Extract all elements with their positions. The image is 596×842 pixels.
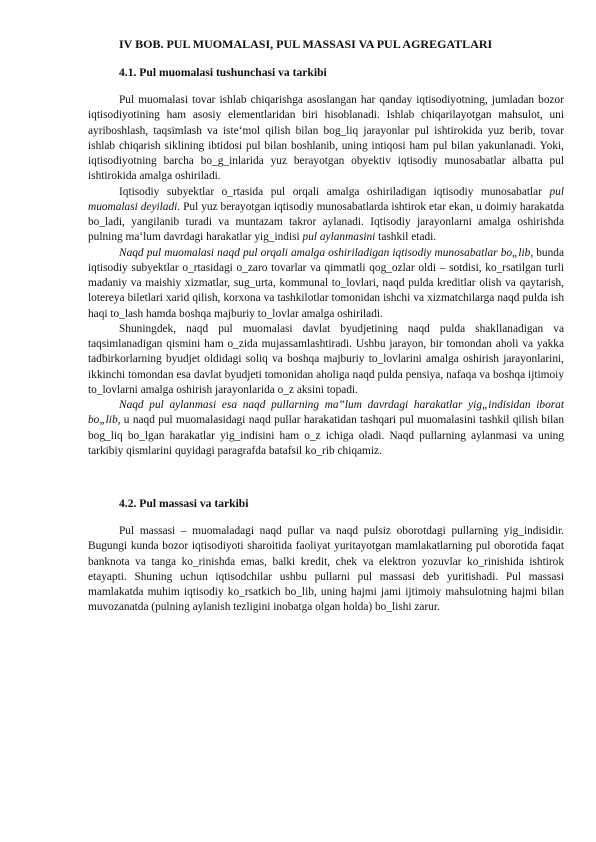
paragraph-5 (88, 398, 564, 459)
paragraph-3-text: bunda iqtisodiy subyektlar o_rtasidagi o_zaro tovarlar va qimmatli qog_ozlar oldi – sotdisi, ko_rsatilgan turli madaniy va maishiy xizmatlar, sug_urta, kommunal to_lovlari, naqd pulda kreditlar olish va qaytarish, lotereya biletlari xarid qilish, korxona va tashkilotlar tomonidan ishchi va xizmatchilarga naqd pulda ish haqi to_lash hamda boshqa majburiy to_lovlar amalga oshiriladi. (88, 246, 564, 320)
paragraph-2-text-a: Iqtisodiy subyektlar o_rtasida pul orqali amalga oshiriladigan iqtisodiy munosabatlar (119, 185, 550, 198)
paragraph-2 (88, 185, 564, 246)
paragraph-6: Pul massasi – muomaladagi naqd pullar va naqd pulsiz oborotdagi pullarning yig_indisidir. Bugungi kunda bozor iqtisodiyoti sharoitida faoliyat yuritayotgan mamlakatlarning pul oborotida faqat banknota va tanga ko_rinishda emas, balki kredit, chek va elektron yozuvlar ko_rinishida ishtirok etayapti. Shuning uchun iqtisodchilar ushbu pullarni pul massasi deb yuritishadi. Pul massasi mamlakatda muhim iqtisodiy ko_rsatkich bo_lib, uning hajmi jami ijtimoiy mahsulotning hajmi bilan muvozanatda (pulning aylanish tezligini inobatga olgan holda) bo_lishi zarur. (88, 525, 564, 614)
chapter-title: IV BOB. PUL MUOMALASI, PUL MASSASI VA PUL AGREGATLARI (119, 37, 493, 51)
paragraph-5-text: u naqd pul muomalasidagi naqd pullar harakatidan tashqari pul muomalasini tashkil qilish bilan bog_liq bo_lgan harakatlar yig_indisini ham o_z ichiga oladi. Naqd pullarning aylanmasi va uning tarkibiy qismlarini quyidagi paragrafda batafsil ko_rib chiqamiz. (88, 414, 564, 457)
paragraph-2-text-c: . Pul yuz berayotgan iqtisodiy munosabatlarda ishtirok etar ekan, u doimiy harakatda bo_ladi, yangilanib turadi va muntazam takror aylanadi. Iqtisodiy jarayonlarni amalga oshirishda pulning ma‘lum davrdagi harakatlar yig_indisi (88, 200, 564, 244)
paragraph-3-definition: Naqd pul muomalasi naqd pul orqali amalga oshiriladigan iqtisodiy munosabatlar bo„lib, (119, 246, 534, 259)
paragraph-5-definition: Naqd pul aylanmasi esa naqd pullarning ma‟lum davrdagi harakatlar yig„indisidan iborat bo„lib, (88, 399, 564, 427)
paragraph-2-text-e: tashkil etadi. (375, 231, 437, 244)
paragraph-1: Pul muomalasi tovar ishlab chiqarishga asoslangan har qanday iqtisodiyotning, jumladan bozor iqtisodiyotining ham asosiy elementlaridan biri hisoblanadi. Ishlab chiqarilayotgan mahsulot, uni ayriboshlash, taqsimlash va iste‘mol qilish bilan bog_liq jarayonlar pul ishtirokida yuz berib, tovar ishlab chiqarish siklining ibtidosi pul bilan boshlanib, uning intiqosi ham pul bilan yakunlanadi. Yoki, iqtisodiyotning barcha bo_g_inlarida yuz berayotgan obyektiv iqtisodiy munosabatlar albatta pul ishtirokida amalga oshiriladi. (88, 94, 564, 183)
paragraph-4: Shuningdek, naqd pul muomalasi davlat byudjetining naqd pulda shakllanadigan va taqsimlanadigan qismini ham o_zida mujassamlashtiradi. Ushbu jarayon, bir tomondan aholi va yakka tadbirkorlarning byudjet oldidagi soliq va boshqa majburiy to_lovlarini amalga oshirish jarayonlarini, ikkinchi tomondan esa davlat byudjeti tomonidan aholiga naqd pulda pensiya, nafaqa va boshqa ijtimoiy to_lovlarni amalga oshirish jarayonlarida o_z aksini topadi. (88, 322, 564, 396)
section-heading-4-1: 4.1. Pul muomalasi tushunchasi va tarkibi (119, 66, 327, 79)
paragraph-2-term-pul-aylanmasi: pul aylanmasini (302, 231, 376, 244)
paragraph-3 (88, 246, 564, 322)
section-heading-4-2: 4.2. Pul massasi va tarkibi (119, 497, 249, 510)
paragraph-2-term-pul-muomalasi: pul muomalasi deyiladi (88, 185, 564, 213)
